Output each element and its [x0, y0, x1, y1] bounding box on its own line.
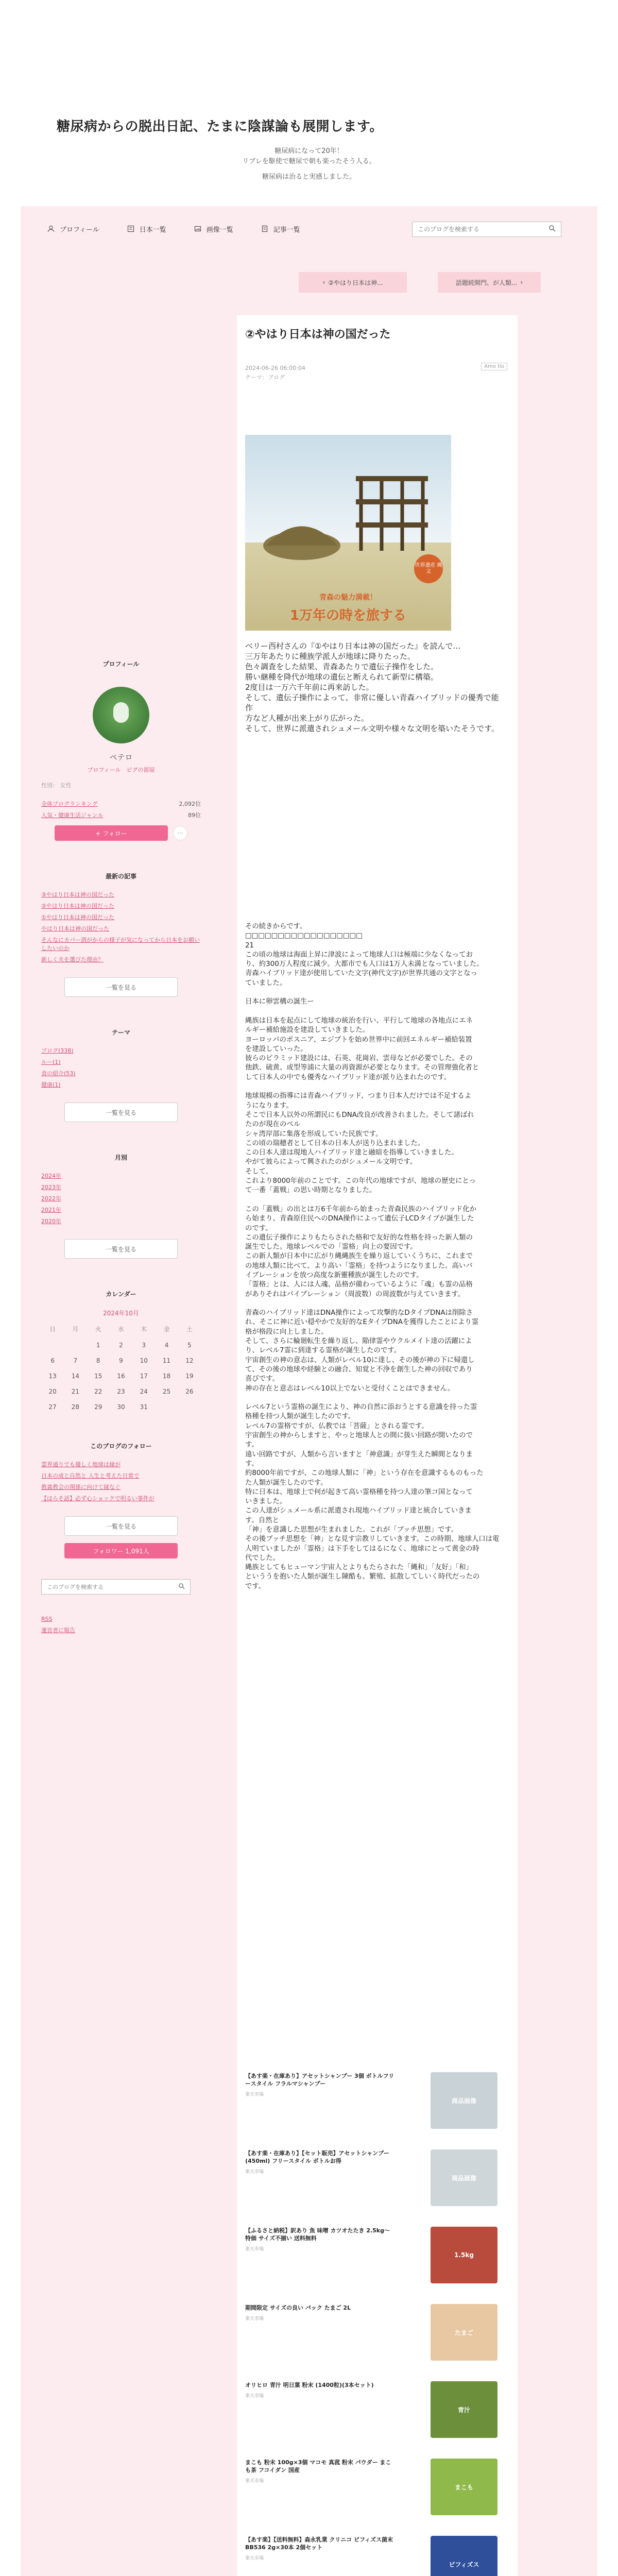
nav-profile-label: プロフィール	[60, 226, 99, 234]
rank-genre-label[interactable]: 人気・健康生活ジャンル	[41, 812, 104, 819]
sidebar-link[interactable]: 2021年	[41, 1207, 61, 1213]
recommend-shop: 楽天市場	[245, 2316, 264, 2321]
sidebar-link[interactable]: やはり日本は神の国だった	[41, 925, 109, 932]
profile-name[interactable]: ペテロ	[109, 753, 133, 762]
sidebar-link[interactable]: 健康(1)	[41, 1081, 61, 1088]
sidebar-link[interactable]: 新しく夫を選びた理由？	[41, 956, 104, 963]
article-poster-image	[245, 435, 451, 631]
calendar-day[interactable]: 26	[185, 1388, 194, 1395]
blog-header	[57, 116, 561, 182]
calendar-grid	[41, 1325, 201, 1411]
month-list-button[interactable]: 一覧を見る	[64, 1239, 178, 1259]
poster-subtitle: 青森の魅力満載！	[319, 594, 377, 602]
nav-articles-label: 記事一覧	[273, 226, 300, 234]
recommend-info	[245, 2459, 394, 2515]
recommend-shop: 楽天市場	[245, 2092, 264, 2097]
entry-title[interactable]: ②やはり日本は神の国だった	[245, 328, 391, 341]
calendar-day[interactable]: 21	[71, 1388, 80, 1395]
recommend-shop: 楽天市場	[245, 2170, 264, 2175]
global-nav	[21, 206, 597, 251]
sidebar-link[interactable]: 2023年	[41, 1184, 61, 1191]
rank-overall-label[interactable]: 全体ブログランキング	[41, 801, 98, 807]
calendar-day[interactable]	[41, 1342, 64, 1349]
prev-article-label: ②やはり日本は神...	[328, 279, 383, 286]
blog-search-input[interactable]	[418, 226, 548, 233]
recommend-shop: 楽天市場	[245, 2247, 264, 2252]
sidebar-search-input[interactable]	[47, 1584, 178, 1590]
calendar-heading: カレンダー	[106, 1291, 136, 1298]
desc-line: リブレを駆使で糖尿で朝も楽ったそう人る。	[242, 158, 376, 165]
sidebar	[41, 659, 201, 1638]
calendar-day[interactable]: 5	[187, 1342, 192, 1349]
person-icon	[47, 225, 55, 232]
followers-button[interactable]: フォロワー 1,091人	[64, 1543, 178, 1558]
more-options-button[interactable]: ···	[173, 826, 187, 840]
entry-date: 2024-06-26 06:00:04	[245, 365, 305, 371]
calendar-day[interactable]: 30	[117, 1403, 125, 1411]
calendar-day[interactable]: 8	[96, 1357, 100, 1364]
next-article-link[interactable]	[438, 272, 541, 293]
calendar-day[interactable]: 23	[117, 1388, 125, 1395]
recommend-info	[245, 2227, 394, 2283]
calendar-day[interactable]: 15	[94, 1372, 102, 1380]
recommend-image[interactable]: ビフィズス	[431, 2536, 497, 2576]
recommend-image[interactable]: まこも	[431, 2459, 497, 2515]
calendar-day[interactable]: 31	[140, 1403, 148, 1411]
calendar-dow: 金	[163, 1326, 170, 1333]
calendar-day[interactable]	[178, 1403, 201, 1411]
rank-overall	[41, 800, 201, 808]
calendar-day[interactable]: 2	[119, 1342, 123, 1349]
theme-list-button[interactable]: 一覧を見る	[64, 1103, 178, 1122]
recommend-info	[245, 2536, 394, 2576]
recent-list	[41, 891, 201, 964]
calendar-day[interactable]: 24	[140, 1388, 148, 1395]
ad-label: Amo tlo	[481, 363, 507, 370]
calendar-day[interactable]: 28	[71, 1403, 80, 1411]
theme-list	[41, 1047, 201, 1089]
recommend-name[interactable]: 【あす楽・在庫あり】アセットシャンプー 3個 ボトルフリースタイル フラルマシャンプー	[245, 2073, 394, 2087]
calendar-dow: 木	[141, 1326, 147, 1333]
recommend-image[interactable]: 青汁	[431, 2381, 497, 2438]
article-paragraph-1: ベリー西村さんの『①やはり日本は神の国だった』を読んで… 三万年あたりに種族学派人が地球に降りたった。 色々調査をした結果、青森あたりで遺伝子操作をした。 勝い継種を降代が地球の遺伝と断えられて新型に構築。 2度目は一万六千年前に再来訪した。 そして、遺伝子操作によって、非常に優しい青森ハイブリッドの優秀で能作 方など人種が出来上がり広がった。 そして、世界に派遣されシュメール文明や様々な文明を築いたそうです。	[245, 641, 499, 733]
recommend-shop: 楽天市場	[245, 2394, 264, 2399]
sidebar-link[interactable]: 教義教会の関係に向けて縁なぐ	[41, 1484, 121, 1490]
profile-links[interactable]: プロフィール ピグの部屋	[87, 767, 155, 773]
next-article-label: 話題続開門、が人類...	[455, 279, 518, 286]
calendar-day[interactable]: 4	[164, 1342, 169, 1349]
sidebar-link[interactable]: ブログ(338)	[41, 1047, 74, 1054]
sidebar-link[interactable]: 食の紹介(53)	[41, 1070, 76, 1077]
profile-heading: プロフィール	[102, 660, 140, 668]
sidebar-link[interactable]: ①やはり日本は神の国だった	[41, 914, 114, 921]
avatar-leaf	[113, 702, 129, 723]
sidebar-link[interactable]: 日本の成と自然と 人生と考えた日常で	[41, 1472, 140, 1479]
calendar-day[interactable]: 27	[48, 1403, 57, 1411]
calendar-day[interactable]: 20	[48, 1388, 57, 1395]
nav-profile[interactable]	[47, 224, 99, 234]
monthly-heading: 月別	[114, 1154, 127, 1161]
calendar-day[interactable]: 17	[140, 1372, 148, 1380]
footer-links	[41, 1615, 201, 1635]
profile-sex: 性別： 女性	[41, 782, 72, 789]
list-icon	[127, 225, 134, 232]
sidebar-link[interactable]: 2024年	[41, 1173, 61, 1179]
month-list	[41, 1172, 201, 1226]
poster-badge: 世界遺産 縄文	[414, 554, 443, 583]
recommend-image[interactable]: 商品画像	[431, 2149, 497, 2206]
calendar-day[interactable]: 25	[162, 1388, 171, 1395]
blog-description	[57, 146, 561, 182]
recommend-name[interactable]: まこも 粉末 100g×3個 マコモ 真菰 粉末 パウダー まこも茶 フコイダン 国産	[245, 2459, 391, 2473]
calendar-day[interactable]: 9	[119, 1357, 123, 1364]
nav-diary-label: 日本一覧	[139, 226, 166, 234]
calendar-dow: 火	[95, 1326, 101, 1333]
recent-heading: 最新の記事	[105, 873, 136, 880]
calendar-dow: 月	[72, 1326, 79, 1333]
calendar-day[interactable]: 16	[117, 1372, 125, 1380]
sidebar-link[interactable]: 霊界通りでも優しく地球は縁が	[41, 1461, 121, 1468]
nav-images-label: 画像一覧	[206, 226, 233, 234]
calendar-day[interactable]: 12	[185, 1357, 194, 1364]
chevron-right-icon: ›	[520, 279, 523, 286]
sidebar-link[interactable]: 2022年	[41, 1195, 61, 1202]
calendar-day[interactable]: 29	[94, 1403, 102, 1411]
recommend-name[interactable]: 期間限定 サイズの良い パック たまご 2L	[245, 2304, 351, 2311]
recommend-info	[245, 2304, 394, 2361]
sidebar-link[interactable]: 2020年	[41, 1218, 61, 1225]
rank-genre	[41, 811, 201, 819]
recommend-item[interactable]	[245, 2149, 497, 2206]
popular-list	[41, 1461, 201, 1503]
recommend-name[interactable]: 【あす楽】【送料無料】森永乳業 クリニコ ビフィズス菌末 BB536 2g×30本 2個セット	[245, 2536, 393, 2551]
calendar-day[interactable]: 19	[185, 1372, 194, 1380]
calendar-dow: 水	[117, 1326, 124, 1333]
nav-articles[interactable]	[261, 224, 300, 234]
nav-diary[interactable]	[127, 224, 166, 234]
recommend-image[interactable]: 商品画像	[431, 2072, 497, 2129]
popular-list-button[interactable]: 一覧を見る	[64, 1516, 178, 1536]
popular-heading: このブログのフォロー	[90, 1443, 152, 1450]
search-icon[interactable]	[178, 1583, 185, 1591]
calendar-day[interactable]: 7	[73, 1357, 78, 1364]
sidebar-link[interactable]: ルー(1)	[41, 1059, 61, 1065]
rank-genre-value: 89位	[188, 812, 201, 819]
recommend-image[interactable]: 1.5kg	[431, 2227, 497, 2283]
calendar-day[interactable]	[64, 1342, 87, 1349]
calendar-day[interactable]: 22	[94, 1388, 102, 1395]
sidebar-link[interactable]: ③やはり日本は神の国だった	[41, 891, 114, 898]
recent-list-button[interactable]: 一覧を見る	[64, 977, 178, 997]
calendar-dow: 土	[186, 1326, 193, 1333]
calendar	[41, 1309, 201, 1411]
recommend-info	[245, 2149, 394, 2206]
calendar-dow: 日	[49, 1326, 56, 1333]
recommend-info	[245, 2381, 394, 2438]
nav-images[interactable]	[194, 224, 233, 234]
sidebar-link[interactable]: ②やはり日本は神の国だった	[41, 903, 114, 909]
calendar-day[interactable]: 11	[162, 1357, 171, 1364]
entry-theme[interactable]: テーマ：ブログ	[245, 374, 285, 381]
recommend-item[interactable]	[245, 2072, 497, 2129]
entry-header	[245, 326, 508, 342]
recommend-shop: 楽天市場	[245, 2556, 264, 2561]
calendar-day[interactable]: 10	[140, 1357, 148, 1364]
article-column	[237, 315, 518, 2576]
blog-title[interactable]: 糖尿病からの脱出日記、たまに陰謀論も展開します。	[57, 119, 383, 134]
article-paragraph-2: その続きからです。 □□□□□□□□□□□□□□□□□□ 21 この頃の地球は海面上昇に津波によって地球人口は極端に少なくなってお り、約300万人程度に減少。大都市でも人口は1万人未満となっていました。 青森ハイブリッド達が使用していた文字(神代文字)が世界共通の文字となっ ていました。 日本に卵雲構の誕生ー 縄族は日本を起点にして地球の統治を行い、平行して地球の各地点にエネ ルギー補給施設を建設していきました。 ヨーロッパのポスニア、エジプトを始め世界中に前回エネルギー補給装置 を建設していった。 彼らのピラミッド建設には、石英、花崗岩、雲母などが必要でした。その 他鉄、硫黄、或型等浦に大量の再資源が必要となります。その管理強化者と して日本人の中でも優秀なハイブリッド達が派り込まれたのです。 地球規模の指導には青森ハイブリッド、つまり日本人だけでは不足するよ うになります。 そこで日本人以外の所謂民にもDNA改良が改善されました。そして諸ばれ たのが現在のぺル シャ湾岸部に集落を形成していた民族です。 この頃の瑞穂者として日本の日本人が送り込まれました。 この日本人達は現地人ハイブリッド達と融暗を指導していきました。 やがて彼らによって興されたのがシュメール文明です。 そして、 これより8000年前のことです。この年代の地球ですが、地球の歴史にとっ て一番「蓋戦」の思い時期となりました。 この「蓋戦」の出とは万6千年前から始まった青森民族のハイブリッド化か ら始まり、青森原住民へのDNA操作によって遺伝子LCDタイプが誕生した のです。 この遺伝子操作によりもたらされた格和で友好的な性格を持った新人類の 誕生でした。地球レベルでの「霊格」向上の要因です。 この新人類が日本中に広がり縄縄族生を繰り返していくうちに、これまで の地球人類に比べて、より高い「霊格」を持つようになりました。高いバ イブレーションを放つ高度な新靈種族が誕生したのです。 「霊格」とは、人には人魂、品格が備わっているように「魂」も霊の品格 がありそれはバイブレーション（周波数）の周波数が与えていきます。 青森のハイブリッド達はDNA操作によって攻撃的なDタイプDNAは削除さ れ、そこに神に近い穏やかで友好的なEタイプDNAを獲得したことにより霊 格が格段に向上しました。 そして、さらに輪廻転生を繰り返し、陥律霊やウクルメイト達の活躍によ り、レベル7霊に到達する霊格が誕生したのです。 宇宙創生の神の意志は、人類がレベル10に達し、その後が神の下に帰還し て、その後の地球や経験との融合、知覚と不浄を創生した神の回収であり 喜びです。 神の存在と意志はレベル10以上でないと受付くことはできません。 レベル7という霊格の誕生により、神の自然に添おうとする意識を持った霊 格種を持つ人類が誕生したのです。 レベル7の霊格ですが、仏教では「菩薩」とされる霊です。 宇宙創生の神からしますと、やっと地球人との間に扱い回路が開いたので す。 遠い回路ですが、人類から言いますと「神意識」が芽生えた瞬間となりま す。 約8000年前ですが、この地球人類に「神」という存在を意識するものもった た人類が誕生したのです。 特に日本は、地球上で何が起きて高い霊格種を持つ人達の筆コ国となって いきました。 この人達がシュメール系に派遣され現地ハイブリッド達と統合していきま す。自然と 「神」を意識した思想が生まれました。これが「ブッチ思想」です。 その後ブッチ思想を「神」とな見す宗教リしていきます。この時期、地球人口は電 人明ていましたが「霊格」は下手をしてはるになく、地球にとって黄金の時 代でした。 縄族としてもヒューマン宇宙人とよりもたらされた「縄和」「友好」「和」 といううを抱いた人類が誕生し陳酷も、繁殖、拡散してしいく時代だったの です。	[245, 923, 500, 1590]
calendar-day[interactable]: 1	[96, 1342, 100, 1349]
poster-title: 1万年の時を旅する	[289, 608, 407, 623]
desc-line: 糖尿病になって20年！	[274, 147, 344, 155]
recommend-shop: 楽天市場	[245, 2479, 264, 2484]
document-icon	[261, 225, 268, 232]
recommend-item[interactable]	[245, 2227, 497, 2283]
calendar-day[interactable]: 18	[162, 1372, 171, 1380]
recommend-info	[245, 2072, 394, 2129]
recommend-item[interactable]	[245, 2304, 497, 2361]
calendar-day[interactable]: 6	[50, 1357, 55, 1364]
calendar-month[interactable]: 2024年10月	[103, 1310, 139, 1317]
image-icon	[194, 225, 201, 232]
follow-button[interactable]: + フォロー	[55, 825, 168, 841]
desc-line: 糖尿病は治ると実感しました。	[262, 173, 356, 181]
blog-search-box	[412, 222, 561, 237]
calendar-day[interactable]	[155, 1403, 178, 1411]
sidebar-search-box	[41, 1579, 191, 1595]
calendar-day[interactable]: 14	[71, 1372, 80, 1380]
prev-article-link[interactable]	[299, 272, 407, 293]
sidebar-link[interactable]: そんなにカバー酒がからの様子が気になってから日本をお願いしたいのか	[41, 937, 200, 952]
recommend-name[interactable]: オリヒロ 青汁 明日葉 粉末 (1400粒)(3本セット)	[245, 2382, 374, 2388]
avatar[interactable]	[93, 687, 149, 743]
calendar-day[interactable]: 3	[142, 1342, 146, 1349]
recommend-name[interactable]: 【あす楽・在庫あり】【セット販売】アセットシャンプー (450ml) フリースタイル ボトルお得	[245, 2150, 389, 2164]
report-link[interactable]: 運営者に報告	[41, 1627, 75, 1634]
recommend-item[interactable]	[245, 2381, 497, 2438]
theme-heading: テーマ	[111, 1029, 130, 1036]
calendar-day[interactable]: 13	[48, 1372, 57, 1380]
chevron-left-icon: ‹	[322, 279, 325, 286]
recommend-name[interactable]: 【ふるさと納税】訳あり 魚 味噌 カツオたたき 2.5kg～ 特価 サイズ不揃い 送料無料	[245, 2227, 390, 2242]
rss-link[interactable]: RSS	[41, 1616, 53, 1622]
recommend-image[interactable]: たまご	[431, 2304, 497, 2361]
sidebar-link[interactable]: 【ほらそ話】必ず心ショックで明るい事件が	[41, 1495, 154, 1502]
rank-overall-value: 2,092位	[179, 801, 201, 807]
recommend-item[interactable]	[245, 2536, 497, 2576]
search-icon[interactable]	[548, 225, 556, 234]
recommend-item[interactable]	[245, 2459, 497, 2515]
